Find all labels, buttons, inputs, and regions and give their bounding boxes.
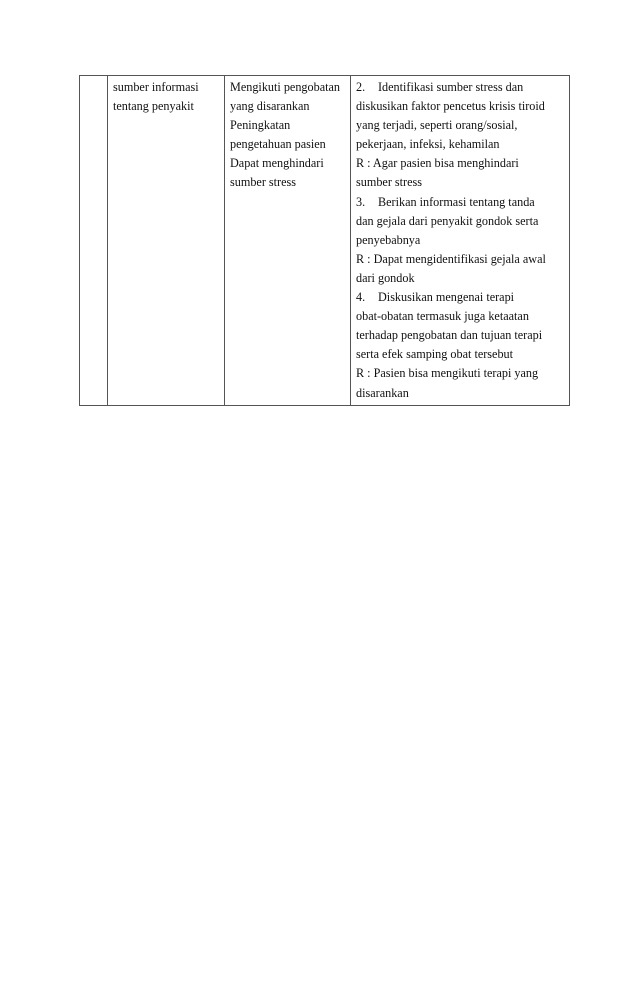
cell-text-line: sumber stress bbox=[230, 175, 297, 190]
table-cell-objective bbox=[108, 76, 225, 406]
intervention-line: serta efek samping obat tersebut bbox=[356, 347, 514, 362]
table-cell-intervention bbox=[351, 76, 570, 406]
intervention-text: Identifikasi sumber stress dan bbox=[378, 80, 524, 94]
intervention-line: diskusikan faktor pencetus krisis tiroid bbox=[356, 99, 545, 114]
list-number: 3. bbox=[356, 194, 366, 209]
cell-text-line: Dapat menghindari bbox=[230, 156, 324, 171]
intervention-line bbox=[356, 193, 565, 212]
rationale-line: sumber stress bbox=[356, 175, 423, 190]
intervention-line bbox=[356, 78, 565, 97]
table-row bbox=[80, 76, 570, 406]
table-cell-outcome bbox=[225, 76, 351, 406]
intervention-line: terhadap pengobatan dan tujuan terapi bbox=[356, 328, 543, 343]
cell-text-line: pengetahuan pasien bbox=[230, 137, 326, 152]
cell-text-line: yang disarankan bbox=[230, 99, 310, 114]
intervention-line: pekerjaan, infeksi, kehamilan bbox=[356, 137, 500, 152]
rationale-line: R : Agar pasien bisa menghindari bbox=[356, 156, 519, 171]
intervention-text: Berikan informasi tentang tanda bbox=[378, 194, 535, 209]
rationale-line: dari gondok bbox=[356, 270, 415, 285]
list-number: 2. bbox=[356, 80, 366, 94]
intervention-text: Diskusikan mengenai terapi bbox=[378, 290, 515, 305]
rationale-line: disarankan bbox=[356, 385, 409, 400]
cell-text-line: sumber informasi bbox=[113, 80, 199, 94]
intervention-line: obat-obatan termasuk juga ketaatan bbox=[356, 309, 529, 324]
nursing-care-table bbox=[79, 75, 570, 406]
table-cell-number bbox=[80, 76, 108, 406]
intervention-line bbox=[356, 288, 565, 307]
cell-text-line: Mengikuti pengobatan bbox=[230, 80, 341, 94]
intervention-line: yang terjadi, seperti orang/sosial, bbox=[356, 118, 518, 133]
rationale-line: R : Dapat mengidentifikasi gejala awal bbox=[356, 251, 546, 266]
intervention-line: dan gejala dari penyakit gondok serta bbox=[356, 213, 539, 228]
intervention-line: penyebabnya bbox=[356, 232, 421, 247]
cell-text-line: Peningkatan bbox=[230, 118, 291, 133]
list-number: 4. bbox=[356, 290, 366, 305]
rationale-line: R : Pasien bisa mengikuti terapi yang bbox=[356, 366, 539, 381]
cell-text-line: tentang penyakit bbox=[113, 99, 194, 114]
